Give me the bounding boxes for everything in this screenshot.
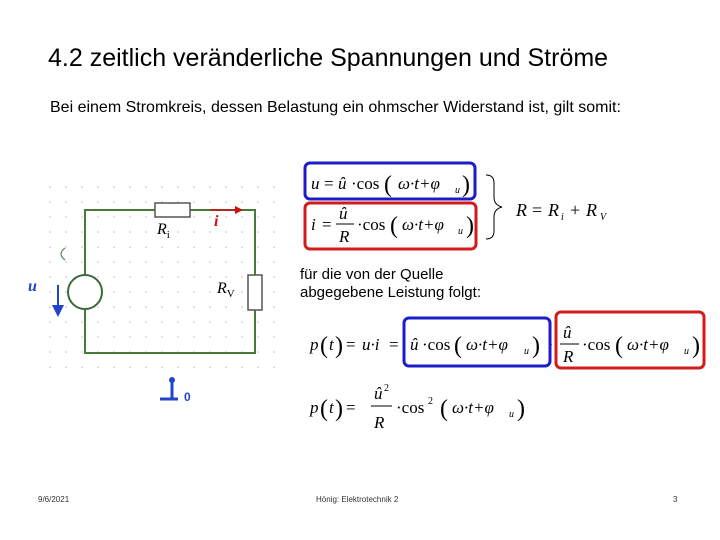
- label-voltage: u: [28, 278, 37, 295]
- svg-text:u: u: [455, 185, 460, 196]
- current-arrow: [235, 206, 243, 214]
- grid-dot: [49, 336, 51, 338]
- highlight-blue-power: [404, 318, 550, 366]
- grid-dot: [241, 261, 243, 263]
- power-text-line2: abgegebene Leistung folgt:: [300, 284, 481, 301]
- grid-dot: [209, 321, 211, 323]
- svg-text:·: ·: [548, 335, 554, 354]
- svg-text:+: +: [570, 200, 581, 220]
- grid-dot: [193, 306, 195, 308]
- svg-text:u: u: [458, 226, 463, 237]
- grid-dot: [177, 366, 179, 368]
- svg-text:V: V: [600, 212, 607, 223]
- grid-dot: [145, 261, 147, 263]
- grid-dot: [241, 336, 243, 338]
- grid-dot: [177, 291, 179, 293]
- grid-dot: [65, 336, 67, 338]
- grid-dot: [97, 336, 99, 338]
- svg-text:ω·t+φ: ω·t+φ: [466, 335, 508, 354]
- grid-dot: [129, 231, 131, 233]
- svg-text:R: R: [339, 227, 350, 246]
- formula-current: [311, 204, 474, 246]
- grid-dot: [129, 321, 131, 323]
- grid-dot: [129, 261, 131, 263]
- grid-dot: [97, 201, 99, 203]
- svg-text:t: t: [329, 398, 334, 417]
- resistor-rv: [248, 275, 262, 310]
- grid-dot: [193, 276, 195, 278]
- svg-text:=: =: [389, 335, 399, 354]
- grid-dot: [161, 261, 163, 263]
- grid-dot: [225, 306, 227, 308]
- grid-dot: [225, 321, 227, 323]
- svg-text:): ): [462, 172, 470, 198]
- svg-text:): ): [692, 333, 700, 359]
- grid-dot: [257, 186, 259, 188]
- svg-text:(: (: [454, 333, 462, 359]
- svg-text:(: (: [440, 396, 448, 422]
- grid-dot: [177, 246, 179, 248]
- grid-dot: [113, 216, 115, 218]
- grid-dot: [273, 306, 275, 308]
- grid-dot: [49, 246, 51, 248]
- grid-dot: [97, 216, 99, 218]
- grid-dot: [65, 276, 67, 278]
- grid-dot: [273, 216, 275, 218]
- grid-dot: [49, 276, 51, 278]
- grid-dot: [97, 366, 99, 368]
- grid-dot: [209, 291, 211, 293]
- grid-dot: [209, 201, 211, 203]
- grid-dot: [65, 366, 67, 368]
- svg-text:=: =: [532, 200, 543, 220]
- grid-dot: [161, 366, 163, 368]
- grid-dot: [273, 321, 275, 323]
- formula-brace: [486, 175, 502, 239]
- svg-text:û: û: [338, 174, 347, 193]
- grid-dot: [177, 306, 179, 308]
- label-current: i: [214, 213, 219, 230]
- grid-dot: [177, 336, 179, 338]
- grid-dot: [161, 186, 163, 188]
- grid-dot: [145, 306, 147, 308]
- grid-dot: [145, 186, 147, 188]
- svg-text:i: i: [311, 215, 316, 234]
- svg-text:R: R: [563, 347, 574, 366]
- grid-dot: [129, 291, 131, 293]
- label-ri: $R_i$: [157, 221, 170, 242]
- grid-dot: [177, 186, 179, 188]
- svg-text:·cos: ·cos: [396, 398, 425, 417]
- grid-dot: [273, 351, 275, 353]
- grid-dot: [81, 216, 83, 218]
- svg-text:): ): [335, 396, 343, 422]
- svg-text:ω·t+φ: ω·t+φ: [398, 174, 440, 193]
- grid-dot: [193, 201, 195, 203]
- grid-dot: [241, 216, 243, 218]
- grid-dot: [145, 291, 147, 293]
- grid-dot: [49, 201, 51, 203]
- power-intro-text: [300, 266, 481, 302]
- grid-dot: [177, 231, 179, 233]
- grid-dot: [193, 186, 195, 188]
- label-ground: 0: [184, 390, 191, 404]
- svg-text:·cos: ·cos: [357, 215, 386, 234]
- grid-dot: [65, 261, 67, 263]
- grid-dot: [65, 231, 67, 233]
- grid-dot: [193, 261, 195, 263]
- grid-dot: [241, 201, 243, 203]
- grid-dot: [81, 336, 83, 338]
- grid-dot: [81, 231, 83, 233]
- grid-dot: [209, 366, 211, 368]
- grid-dot: [177, 276, 179, 278]
- svg-text:û: û: [410, 335, 419, 354]
- grid-dot: [49, 186, 51, 188]
- formula-power-1: [309, 323, 700, 366]
- voltage-arrow: [52, 305, 64, 317]
- grid-dot: [81, 261, 83, 263]
- svg-text:u: u: [311, 174, 320, 193]
- svg-text:·cos: ·cos: [582, 335, 611, 354]
- grid-dot: [241, 276, 243, 278]
- grid-dot: [225, 366, 227, 368]
- grid-dot: [273, 276, 275, 278]
- grid-dot: [209, 231, 211, 233]
- grid-dot: [145, 231, 147, 233]
- grid-dot: [129, 246, 131, 248]
- svg-text:=: =: [324, 174, 334, 193]
- slide-subtitle: Bei einem Stromkreis, dessen Belastung ein ohmscher Widerstand ist, gilt somit:: [50, 99, 621, 116]
- grid-dot: [113, 276, 115, 278]
- formula-resistance: [515, 200, 608, 223]
- svg-text:R: R: [586, 200, 597, 220]
- svg-text:=: =: [322, 215, 332, 234]
- svg-text:(: (: [320, 333, 328, 359]
- grid-dot: [225, 216, 227, 218]
- grid-dot: [193, 291, 195, 293]
- footer-date: 9/6/2021: [38, 495, 70, 504]
- grid-dot: [49, 291, 51, 293]
- grid-dot: [241, 246, 243, 248]
- grid-dot: [225, 276, 227, 278]
- grid-dot: [129, 276, 131, 278]
- grid-dot: [209, 276, 211, 278]
- grid-dot: [257, 216, 259, 218]
- grid-dot: [145, 366, 147, 368]
- svg-text:·cos: ·cos: [351, 174, 380, 193]
- svg-text:2: 2: [428, 396, 433, 407]
- grid-dot: [257, 366, 259, 368]
- grid-dot: [161, 306, 163, 308]
- grid-dot: [81, 201, 83, 203]
- grid-dot: [161, 336, 163, 338]
- grid-dot: [241, 291, 243, 293]
- label-rv: $R_V$: [217, 280, 235, 301]
- grid-dot: [129, 201, 131, 203]
- grid-dot: [225, 336, 227, 338]
- grid-dot: [129, 306, 131, 308]
- grid-dot: [49, 321, 51, 323]
- grid-dot: [49, 261, 51, 263]
- grid-dot: [273, 231, 275, 233]
- grid-dot: [273, 261, 275, 263]
- grid-dot: [273, 186, 275, 188]
- grid-dot: [257, 321, 259, 323]
- grid-dot: [273, 201, 275, 203]
- svg-text:): ): [532, 333, 540, 359]
- grid-dot: [241, 186, 243, 188]
- grid-dot: [65, 321, 67, 323]
- svg-text:ω·t+φ: ω·t+φ: [402, 215, 444, 234]
- grid-dot: [81, 351, 83, 353]
- svg-text:p: p: [310, 398, 319, 417]
- grid-dot: [129, 186, 131, 188]
- svg-text:R: R: [548, 200, 559, 220]
- highlight-red-power: [556, 312, 704, 368]
- grid-dot: [65, 186, 67, 188]
- highlight-blue-voltage: [305, 163, 475, 199]
- slide-title: 4.2 zeitlich veränderliche Spannungen und Ströme: [48, 44, 609, 72]
- grid-dot: [113, 186, 115, 188]
- grid-dot: [49, 351, 51, 353]
- grid-dot: [129, 216, 131, 218]
- grid-dot: [225, 201, 227, 203]
- grid-dot: [241, 231, 243, 233]
- grid-dot: [145, 246, 147, 248]
- grid-dot: [209, 186, 211, 188]
- svg-text:=: =: [346, 335, 356, 354]
- grid-dot: [65, 291, 67, 293]
- grid-dot: [113, 261, 115, 263]
- grid-dot: [145, 216, 147, 218]
- grid-dot: [193, 216, 195, 218]
- svg-text:ω·t+φ: ω·t+φ: [627, 335, 669, 354]
- grid-dot: [193, 231, 195, 233]
- footer-author: Hönig: Elektrotechnik 2: [316, 495, 399, 504]
- grid-dot: [161, 276, 163, 278]
- svg-text:û: û: [374, 384, 383, 403]
- grid-dot: [81, 366, 83, 368]
- grid-dot: [161, 246, 163, 248]
- grid-dot: [113, 336, 115, 338]
- svg-text:R: R: [374, 413, 385, 432]
- grid-dot: [97, 186, 99, 188]
- grid-dot: [273, 366, 275, 368]
- grid-dot: [97, 246, 99, 248]
- grid-dot: [129, 366, 131, 368]
- grid-dot: [209, 246, 211, 248]
- grid-dot: [97, 306, 99, 308]
- grid-dot: [193, 246, 195, 248]
- grid-dot: [65, 216, 67, 218]
- svg-text:): ): [466, 213, 474, 239]
- svg-text:2: 2: [384, 383, 389, 394]
- grid-dot: [257, 261, 259, 263]
- grid-dot: [113, 321, 115, 323]
- grid-dot: [81, 246, 83, 248]
- grid-dot: [273, 246, 275, 248]
- grid-dot: [97, 261, 99, 263]
- resistor-ri: [155, 203, 190, 217]
- grid-dot: [97, 231, 99, 233]
- grid-dot: [65, 201, 67, 203]
- grid-dot: [97, 276, 99, 278]
- grid-dot: [257, 336, 259, 338]
- grid-dot: [193, 336, 195, 338]
- grid-dot: [113, 231, 115, 233]
- grid-dot: [257, 351, 259, 353]
- grid-dot: [49, 366, 51, 368]
- grid-dot: [161, 291, 163, 293]
- grid-dot: [49, 216, 51, 218]
- svg-text:(: (: [320, 396, 328, 422]
- grid-dot: [225, 261, 227, 263]
- grid-dot: [225, 186, 227, 188]
- grid-dot: [65, 246, 67, 248]
- grid-dot: [241, 321, 243, 323]
- svg-text:=: =: [346, 398, 356, 417]
- grid-dot: [257, 246, 259, 248]
- grid-dot: [129, 336, 131, 338]
- grid-dot: [209, 216, 211, 218]
- svg-text:): ): [517, 396, 525, 422]
- grid-dot: [257, 201, 259, 203]
- grid-dot: [241, 306, 243, 308]
- grid-dot: [273, 291, 275, 293]
- voltage-source: [68, 275, 102, 309]
- grid-dot: [257, 231, 259, 233]
- svg-text:(: (: [384, 172, 392, 198]
- power-text-line1: für die von der Quelle: [300, 266, 444, 283]
- grid-dot: [145, 201, 147, 203]
- svg-text:u: u: [684, 346, 689, 357]
- svg-text:(: (: [390, 213, 398, 239]
- grid-dot: [241, 366, 243, 368]
- highlight-red-current: [305, 203, 476, 249]
- footer-page-number: 3: [673, 495, 678, 504]
- grid-dot: [97, 321, 99, 323]
- svg-text:û: û: [339, 204, 348, 223]
- grid-dot: [65, 351, 67, 353]
- grid-dot: [209, 306, 211, 308]
- grid-dot: [145, 321, 147, 323]
- grid-dot: [65, 306, 67, 308]
- grid-dot: [225, 246, 227, 248]
- grid-dot: [113, 366, 115, 368]
- grid-dot: [209, 261, 211, 263]
- grid-dot: [49, 306, 51, 308]
- svg-text:i: i: [561, 212, 564, 223]
- svg-text:·cos: ·cos: [422, 335, 451, 354]
- grid-dot: [209, 336, 211, 338]
- grid-dot: [49, 231, 51, 233]
- svg-text:R: R: [516, 200, 527, 220]
- grid-dot: [177, 261, 179, 263]
- svg-text:t: t: [329, 335, 334, 354]
- formula-voltage: [311, 172, 470, 198]
- grid-dot: [225, 231, 227, 233]
- grid-dot: [273, 336, 275, 338]
- grid-dot: [145, 276, 147, 278]
- svg-text:û: û: [563, 323, 572, 342]
- grid-dot: [177, 321, 179, 323]
- grid-dot: [113, 201, 115, 203]
- grid-dot: [145, 336, 147, 338]
- svg-text:p: p: [310, 335, 319, 354]
- svg-text:ω·t+φ: ω·t+φ: [452, 398, 494, 417]
- grid-dot: [113, 306, 115, 308]
- grid-dot: [161, 321, 163, 323]
- grid-dot: [193, 366, 195, 368]
- svg-text:u: u: [524, 346, 529, 357]
- formula-power-2: [309, 383, 525, 432]
- grid-dot: [113, 291, 115, 293]
- circuit-diagram: [30, 175, 280, 415]
- svg-text:(: (: [615, 333, 623, 359]
- svg-text:): ): [335, 333, 343, 359]
- svg-text:u: u: [509, 409, 514, 420]
- svg-text:u·i: u·i: [362, 335, 380, 354]
- grid-dot: [81, 186, 83, 188]
- grid-dot: [193, 321, 195, 323]
- grid-dot: [81, 321, 83, 323]
- grid-dot: [113, 246, 115, 248]
